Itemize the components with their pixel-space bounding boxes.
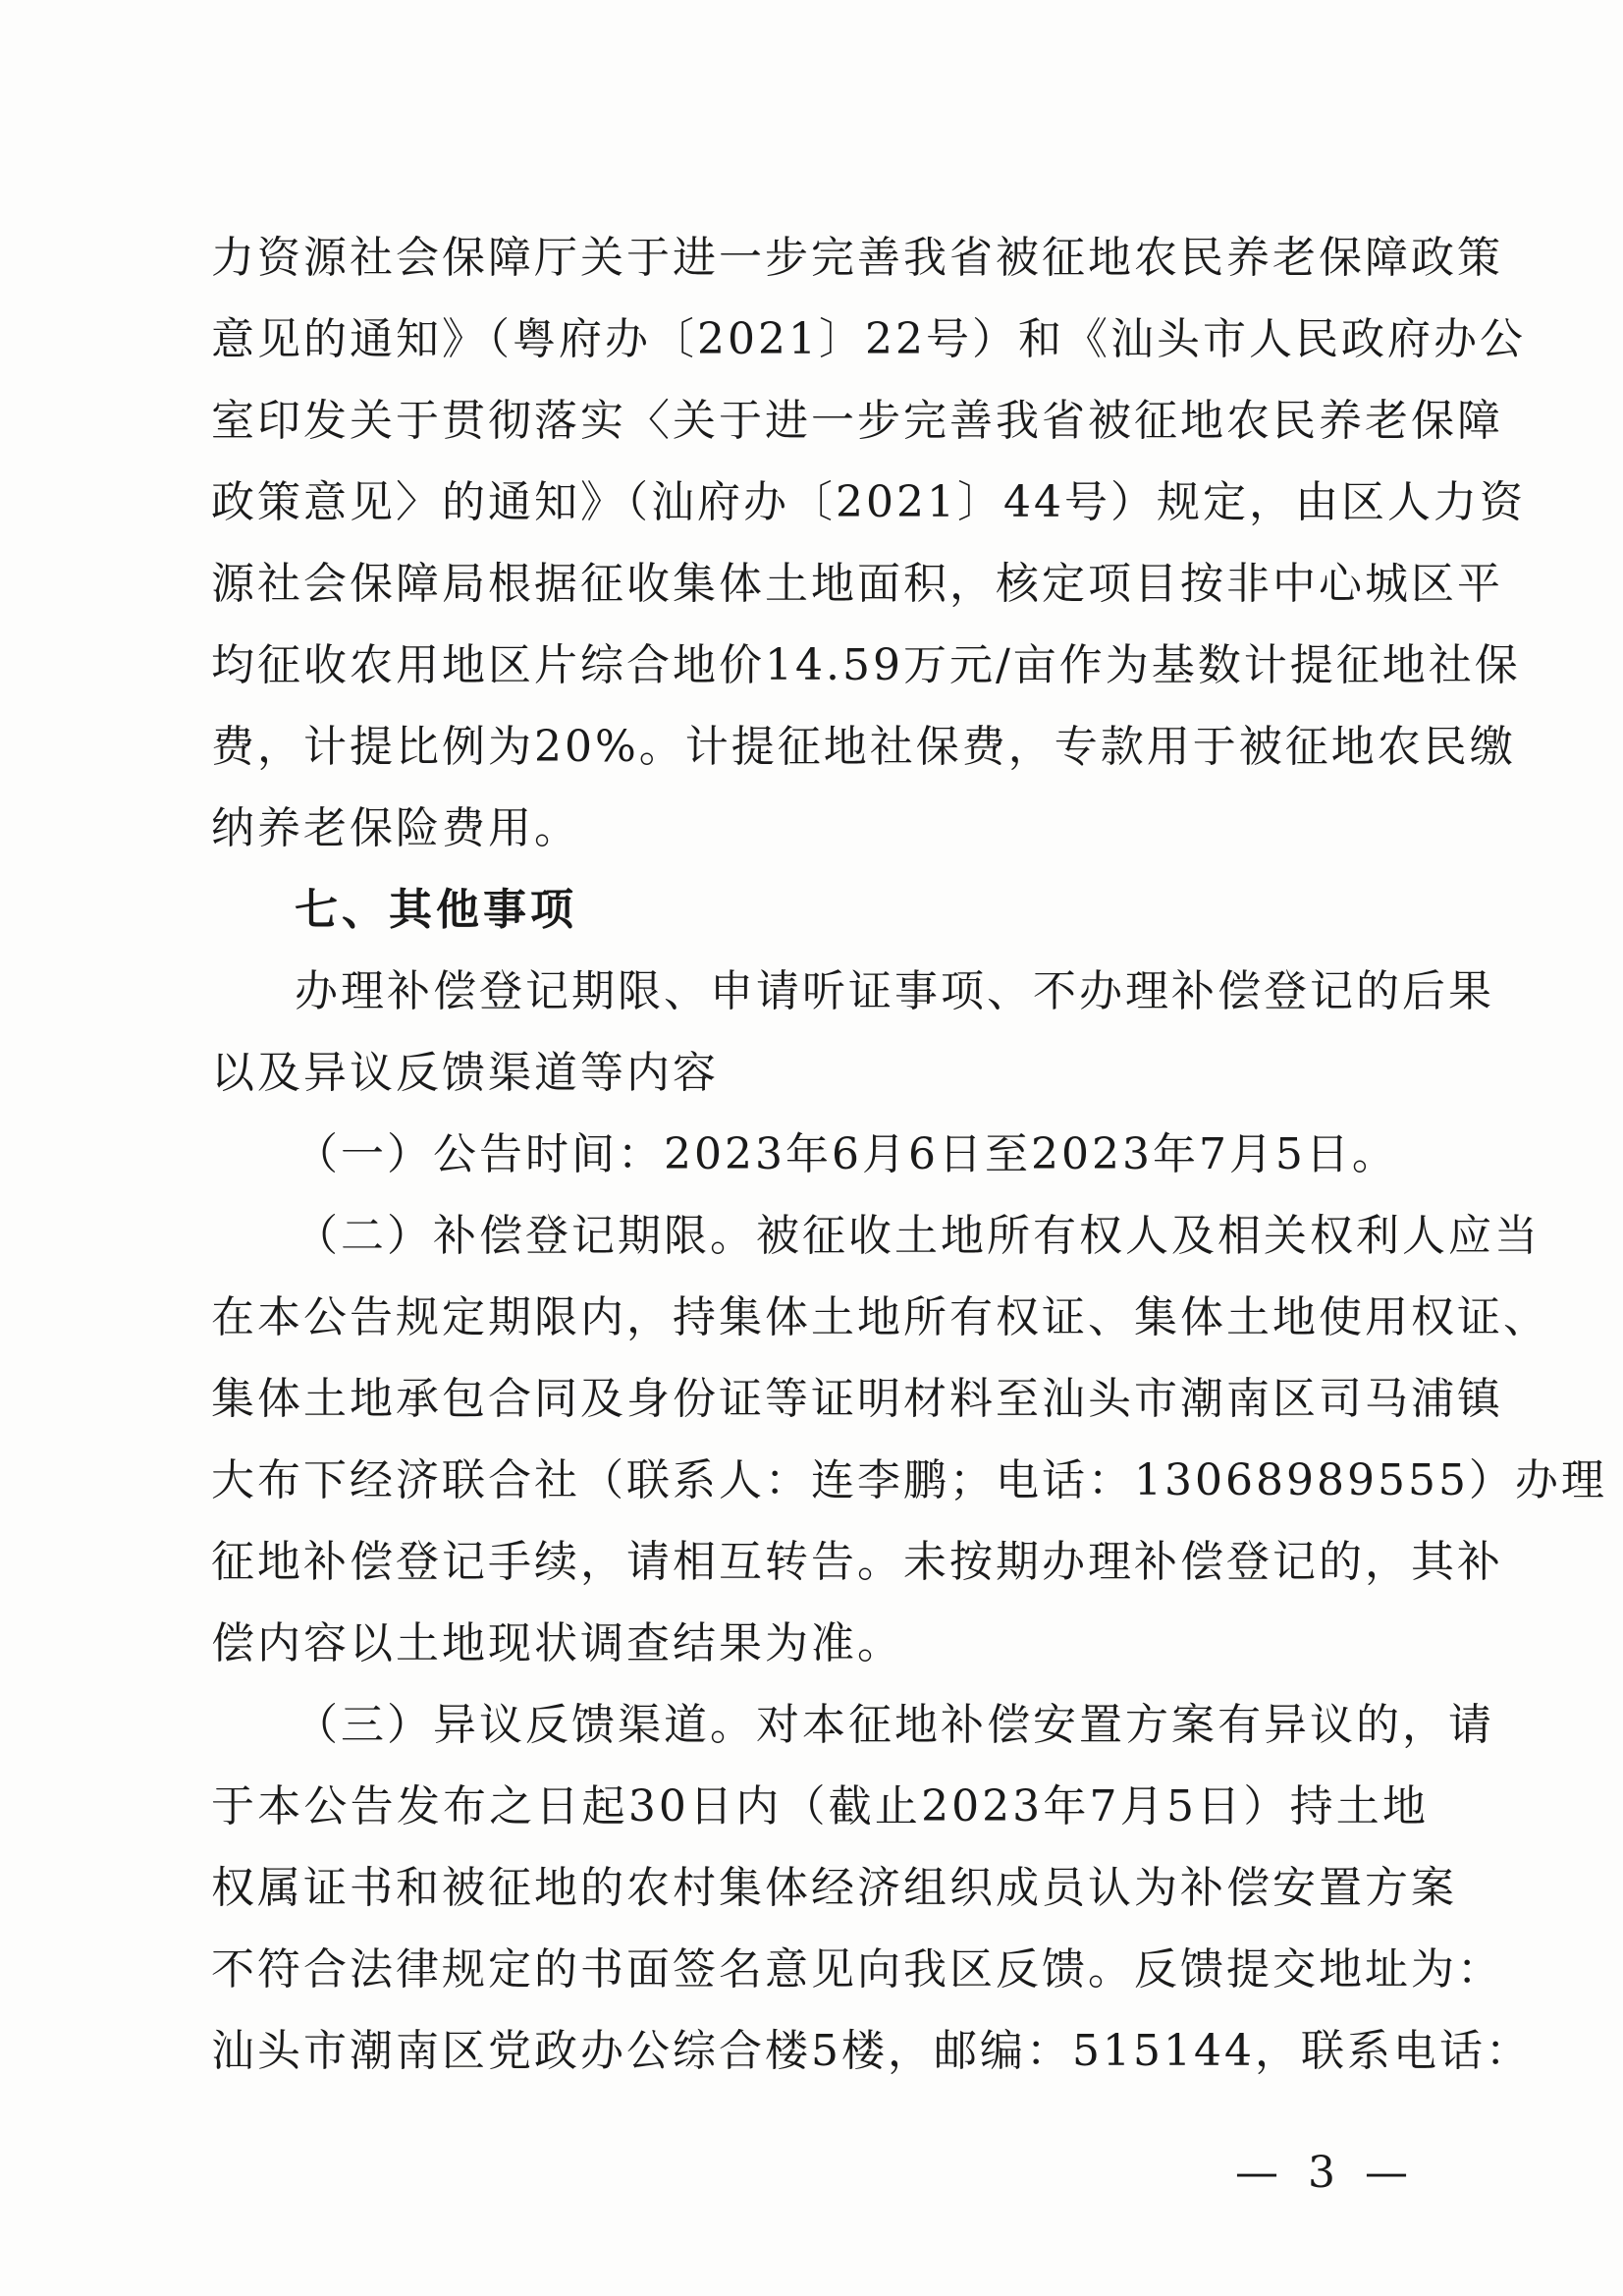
body-line: 纳养老保险费用。 <box>211 803 580 853</box>
body-line: 以及异议反馈渠道等内容 <box>211 1048 719 1098</box>
body-line: 政策意见〉的通知》（汕府办〔2021〕44号）规定，由区人力资 <box>211 477 1526 527</box>
body-line: 不符合法律规定的书面签名意见向我区反馈。反馈提交地址为： <box>211 1944 1503 1995</box>
body-line: 均征收农用地区片综合地价14.59万元/亩作为基数计提征地社保 <box>211 640 1521 690</box>
body-line: 在本公告规定期限内，持集体土地所有权证、集体土地使用权证、 <box>211 1292 1549 1342</box>
page-number: — 3 — <box>1235 2148 1416 2198</box>
body-line: 于本公告发布之日起30日内（截止2023年7月5日）持土地 <box>211 1781 1429 1831</box>
body-line: 源社会保障局根据征收集体土地面积，核定项目按非中心城区平 <box>211 559 1503 609</box>
body-line: （三）异议反馈渠道。对本征地补偿安置方案有异议的，请 <box>295 1700 1494 1750</box>
announcement-period-line: （一）公告时间：2023年6月6日至2023年7月5日。 <box>295 1129 1398 1179</box>
body-line: 室印发关于贯彻落实〈关于进一步完善我省被征地农民养老保障 <box>211 396 1503 446</box>
body-line: 征地补偿登记手续，请相互转告。未按期办理补偿登记的，其补 <box>211 1537 1503 1587</box>
contact-line: 大布下经济联合社（联系人：连李鹏；电话：13068989555）办理 <box>211 1455 1607 1505</box>
body-line: 力资源社会保障厅关于进一步完善我省被征地农民养老保障政策 <box>211 233 1503 283</box>
body-line: 权属证书和被征地的农村集体经济组织成员认为补偿安置方案 <box>211 1863 1457 1913</box>
body-line: 集体土地承包合同及身份证等证明材料至汕头市潮南区司马浦镇 <box>211 1374 1503 1424</box>
body-line: 意见的通知》（粤府办〔2021〕22号）和《汕头市人民政府办公 <box>211 314 1526 364</box>
body-line: 费，计提比例为20%。计提征地社保费，专款用于被征地农民缴 <box>211 722 1516 772</box>
body-line: 办理补偿登记期限、申请听证事项、不办理补偿登记的后果 <box>295 966 1494 1016</box>
body-line: （二）补偿登记期限。被征收土地所有权人及相关权利人应当 <box>295 1211 1541 1261</box>
address-line: 汕头市潮南区党政办公综合楼5楼，邮编：515144，联系电话： <box>211 2026 1532 2076</box>
body-line: 偿内容以土地现状调查结果为准。 <box>211 1618 903 1668</box>
section-heading: 七、其他事项 <box>295 885 577 935</box>
